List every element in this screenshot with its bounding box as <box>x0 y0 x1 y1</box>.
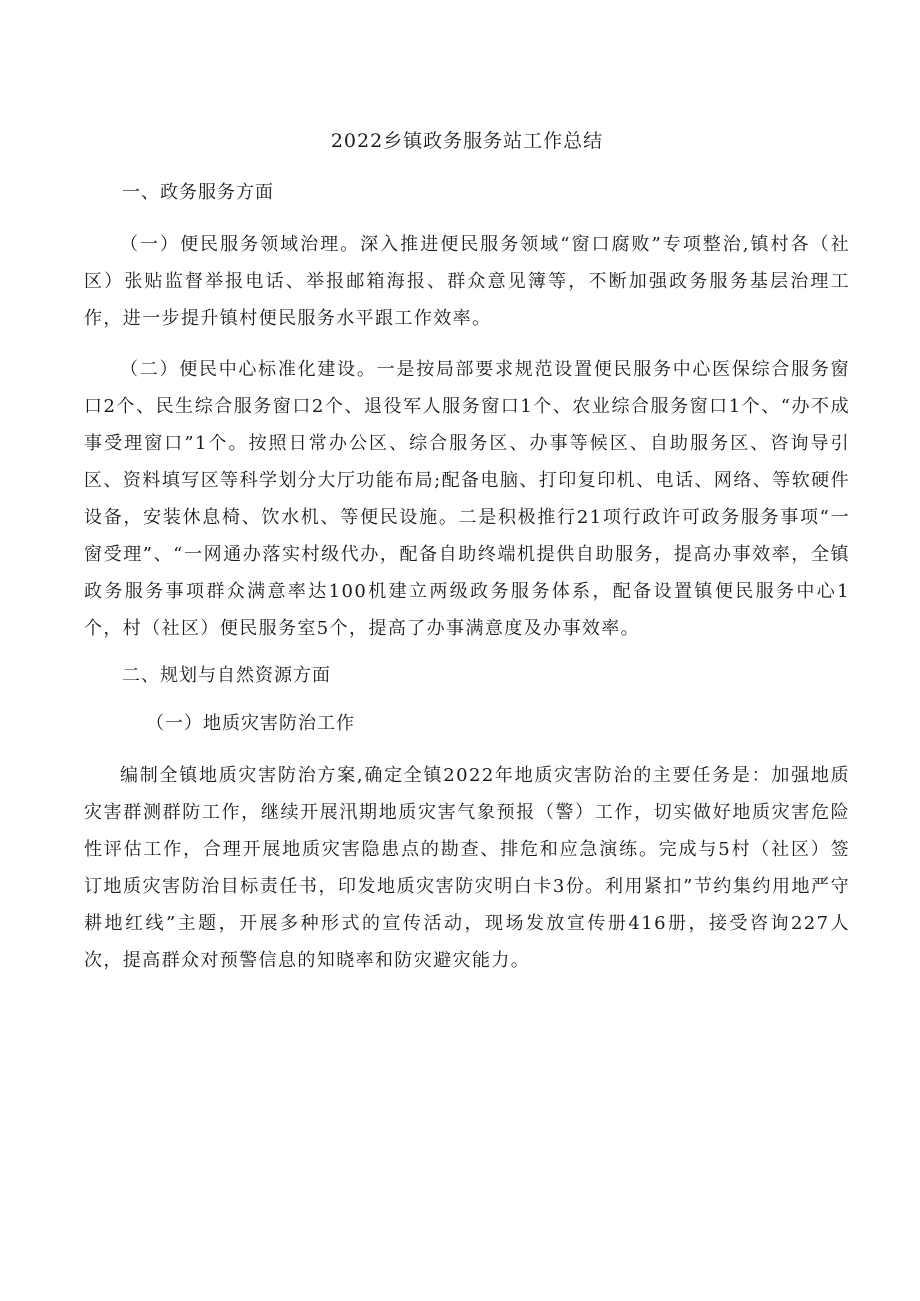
subsection-heading-geological-disaster: （一）地质灾害防治工作 <box>146 713 355 734</box>
section-heading-planning-resources: 二、规划与自然资源方面 <box>122 665 331 686</box>
paragraph-service-governance: （一）便民服务领域治理。深入推进便民服务领域“窗口腐败”专项整治,镇村各（社区）张贴监督举报电话、举报邮箱海报、群众意见簿等，不断加强政务服务基层治理工作，进一步提升镇村便民服务水平跟工作效率。 <box>84 234 850 329</box>
document-title: 2022乡镇政务服务站工作总结 <box>330 130 604 152</box>
section-heading-government-services: 一、政务服务方面 <box>122 182 274 203</box>
document-page <box>84 120 850 993</box>
paragraph-geological-disaster: 编制全镇地质灾害防治方案,确定全镇2022年地质灾害防治的主要任务是：加强地质灾害群测群防工作，继续开展汛期地质灾害气象预报（警）工作，切实做好地质灾害危险性评估工作，合理开展地质灾害隐患点的勘查、排危和应急演练。完成与5村（社区）签订地质灾害防治目标责任书，印发地质灾害防灾明白卡3份。利用紧扣”节约集约用地严守耕地红线”主题，开展多种形式的宣传活动，现场发放宣传册416册，接受咨询227人次，提高群众对预警信息的知晓率和防灾避灾能力。 <box>84 765 850 971</box>
paragraph-standardization: （二）便民中心标准化建设。一是按局部要求规范设置便民服务中心医保综合服务窗口2个、民生综合服务窗口2个、退役军人服务窗口1个、农业综合服务窗口1个、“办不成事受理窗口”1个。按照日常办公区、综合服务区、办事等候区、自助服务区、咨询导引区、资料填写区等科学划分大厅功能布局;配备电脑、打印复印机、电话、网络、等软硬件设备，安装休息椅、饮水机、等便民设施。二是积极推行21项行政许可政务服务事项“一窗受理”、“一网通办落实村级代办，配备自助终端机提供自助服务，提高办事效率，全镇政务服务事项群众满意率达100机建立两级政务服务体系，配备设置镇便民服务中心1个，村（社区）便民服务室5个，提高了办事满意度及办事效率。 <box>84 359 850 639</box>
